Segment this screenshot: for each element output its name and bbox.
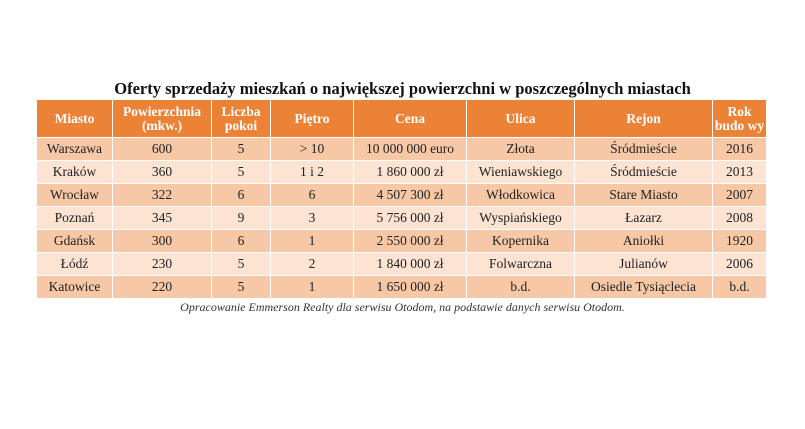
table-cell: 1 650 000 zł [354,276,467,299]
table-cell: 5 [212,253,271,276]
column-header-line: Liczba [221,103,261,119]
table-cell: Wyspiańskiego [467,207,575,230]
table-cell: 2006 [713,253,767,276]
table-cell: Złota [467,138,575,161]
table-cell: Łazarz [575,207,713,230]
table-cell: > 10 [271,138,354,161]
table-cell: 5 756 000 zł [354,207,467,230]
column-header [212,100,271,138]
table-cell: Warszawa [37,138,113,161]
column-header-line: Piętro [294,110,330,126]
table-row [37,230,767,253]
table-cell: Włodkowica [467,184,575,207]
table-cell: Łódź [37,253,113,276]
table-cell: 4 507 300 zł [354,184,467,207]
column-header-line: Rejon [626,110,661,126]
header-row [37,100,767,138]
table-cell: Osiedle Tysiąclecia [575,276,713,299]
table-cell: 2016 [713,138,767,161]
table-cell: Wrocław [37,184,113,207]
column-header-line: Cena [395,110,425,126]
column-header [271,100,354,138]
table-cell: 1 [271,230,354,253]
column-header [713,100,767,138]
column-header-line: Ulica [505,110,536,126]
column-header-line: (mkw.) [141,117,183,133]
table-cell: Poznań [37,207,113,230]
table-cell: Julianów [575,253,713,276]
table-cell: 1920 [713,230,767,253]
table-cell: 230 [113,253,212,276]
table-row [37,184,767,207]
table-cell: 6 [212,184,271,207]
table-cell: 345 [113,207,212,230]
column-header-line: Powierzchnia [123,103,201,119]
table-cell: Gdańsk [37,230,113,253]
column-header-line: Rok [727,103,752,119]
table-cell: Śródmieście [575,161,713,184]
table-row [37,161,767,184]
table-cell: 360 [113,161,212,184]
column-header [575,100,713,138]
table-cell: 1 840 000 zł [354,253,467,276]
table-cell: b.d. [713,276,767,299]
column-header-line: budo wy [714,117,765,133]
table-cell: 322 [113,184,212,207]
table-row [37,253,767,276]
table-row [37,276,767,299]
table-cell: Kraków [37,161,113,184]
table-cell: Wieniawskiego [467,161,575,184]
table-cell: 2 [271,253,354,276]
table-row [37,207,767,230]
table-cell: Kopernika [467,230,575,253]
offers-table [36,99,767,299]
table-cell: Aniołki [575,230,713,253]
column-header-line: pokoi [224,117,258,133]
table-cell: Śródmieście [575,138,713,161]
table-cell: b.d. [467,276,575,299]
table-cell: 2008 [713,207,767,230]
table-cell: 10 000 000 euro [354,138,467,161]
table-cell: 220 [113,276,212,299]
column-header [37,100,113,138]
column-header [113,100,212,138]
table-cell: 2007 [713,184,767,207]
table-cell: 5 [212,161,271,184]
table-cell: Folwarczna [467,253,575,276]
table-cell: 1 [271,276,354,299]
column-header [354,100,467,138]
table-cell: 1 i 2 [271,161,354,184]
table-cell: Stare Miasto [575,184,713,207]
column-header [467,100,575,138]
table-cell: 1 860 000 zł [354,161,467,184]
table-cell: 9 [212,207,271,230]
source-caption: Opracowanie Emmerson Realty dla serwisu Otodom, na podstawie danych serwisu Otodom. [180,300,625,314]
table-cell: 300 [113,230,212,253]
table-cell: 3 [271,207,354,230]
column-header-line: Miasto [54,110,95,126]
table-cell: 2 550 000 zł [354,230,467,253]
table-cell: 6 [271,184,354,207]
table-cell: 6 [212,230,271,253]
table-cell: 5 [212,138,271,161]
table-cell: 600 [113,138,212,161]
table-cell: 2013 [713,161,767,184]
table-row [37,138,767,161]
table-title: Oferty sprzedaży mieszkań o największej powierzchni w poszczególnych miastach [114,79,691,98]
table-cell: Katowice [37,276,113,299]
table-cell: 5 [212,276,271,299]
